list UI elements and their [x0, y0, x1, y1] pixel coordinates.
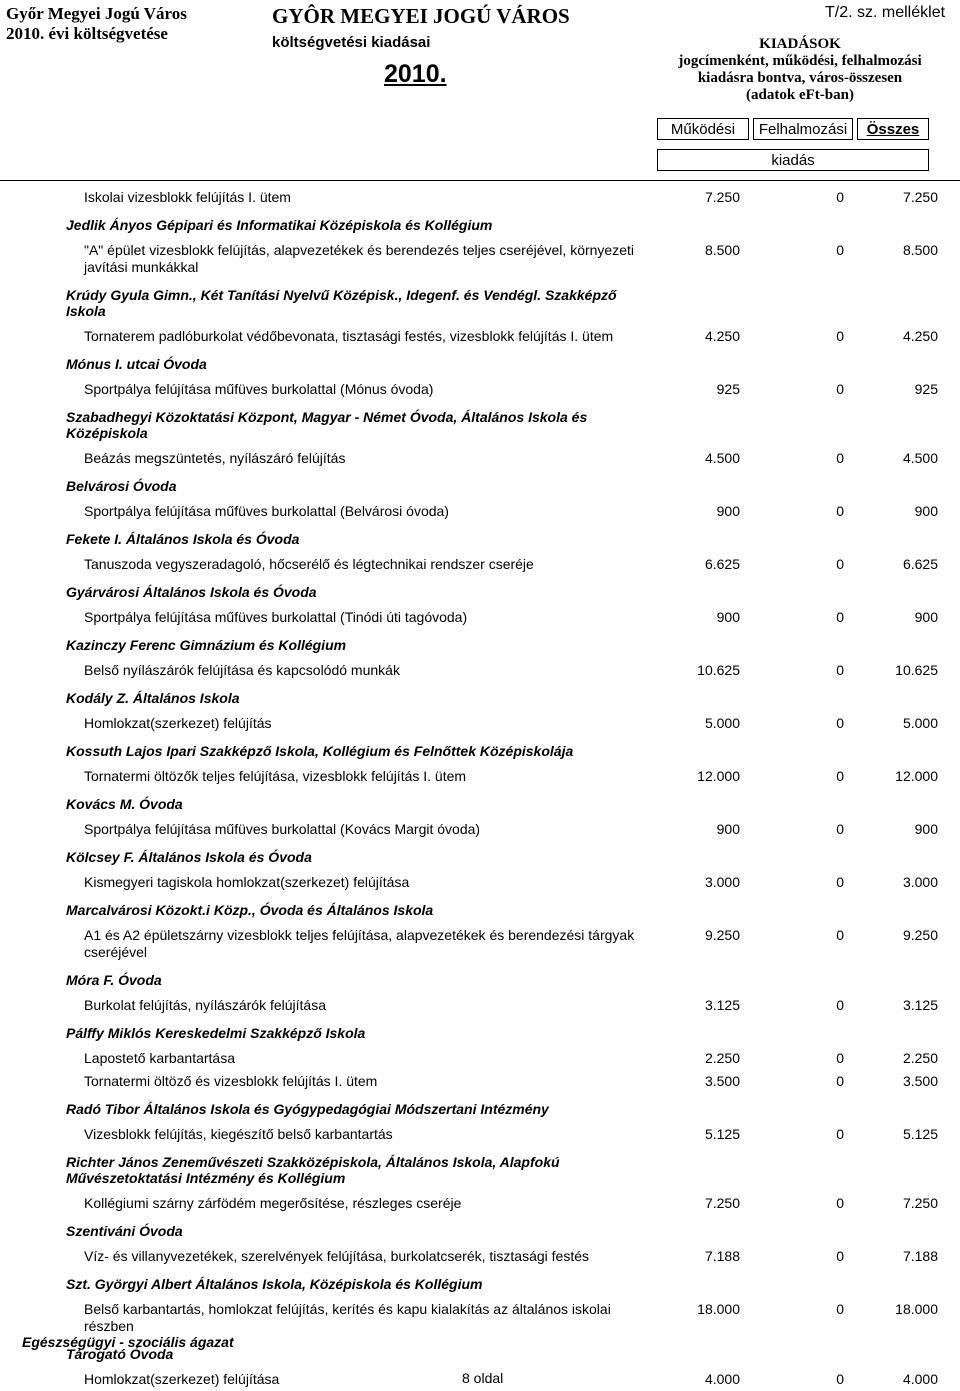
header-right — [660, 36, 940, 104]
capital-value: 0 — [836, 997, 844, 1013]
capital-value: 0 — [836, 381, 844, 397]
total-value: 900 — [914, 821, 938, 837]
expenses-title: KIADÁSOK — [759, 36, 841, 52]
document-title: GYÔR MEGYEI JOGÚ VÁROS — [272, 4, 570, 28]
row-description: Tanuszoda vegyszeradagoló, hőcserélő és légtechnikai rendszer cseréje — [84, 556, 534, 572]
capital-value: 0 — [836, 1248, 844, 1264]
institution-heading: Kodály Z. Általános Iskola — [66, 690, 240, 706]
capital-value: 0 — [836, 556, 844, 572]
header-middle — [272, 4, 572, 52]
capital-value: 0 — [836, 1050, 844, 1066]
total-value: 3.125 — [902, 997, 938, 1013]
capital-value: 0 — [836, 662, 844, 678]
operating-value: 7.250 — [704, 189, 740, 205]
total-value: 900 — [914, 609, 938, 625]
col-operating: Működési — [657, 118, 749, 140]
row-description: Iskolai vizesblokk felújítás I. ütem — [84, 189, 291, 205]
table-row — [0, 712, 960, 735]
capital-value: 0 — [836, 450, 844, 466]
row-description: Tornatermi öltöző és vizesblokk felújítás I. ütem — [84, 1073, 378, 1089]
table-row — [0, 871, 960, 894]
operating-value: 9.250 — [704, 927, 740, 943]
row-description: Sportpálya felújítása műfüves burkolattal (Kovács Margit óvoda) — [84, 821, 481, 837]
operating-value: 7.250 — [704, 1195, 740, 1211]
header-divider — [0, 180, 960, 181]
row-description: Kollégiumi szárny zárfödém megerősítése, részleges cseréje — [84, 1195, 462, 1211]
sector-heading: Egészségügyi - szociális ágazat — [22, 1334, 234, 1350]
table-row — [0, 1070, 960, 1093]
institution-heading: Belvárosi Óvoda — [66, 478, 177, 494]
document-subtitle: költségvetési kiadásai — [272, 34, 431, 51]
capital-value: 0 — [836, 768, 844, 784]
col-total: Összes — [857, 118, 929, 140]
total-value: 7.188 — [902, 1248, 938, 1264]
operating-value: 4.250 — [704, 328, 740, 344]
capital-value: 0 — [836, 1301, 844, 1317]
institution-heading: Gyárvárosi Általános Iskola és Óvoda — [66, 584, 317, 600]
institution-heading: Móra F. Óvoda — [66, 972, 162, 988]
institution-heading: Fekete I. Általános Iskola és Óvoda — [66, 531, 300, 547]
total-value: 3.000 — [902, 874, 938, 890]
table-row — [0, 1298, 960, 1338]
table-row — [0, 239, 960, 279]
capital-value: 0 — [836, 1073, 844, 1089]
operating-value: 4.000 — [704, 1371, 740, 1387]
operating-value: 900 — [716, 503, 740, 519]
row-description: Vizesblokk felújítás, kiegészítő belső karbantartás — [84, 1126, 393, 1142]
row-description: Tornatermi öltözők teljes felújítása, vizesblokk felújítás I. ütem — [84, 768, 467, 784]
total-value: 8.500 — [902, 242, 938, 258]
table-row — [0, 447, 960, 470]
institution-heading: Richter János Zeneművészeti Szakközépiskola, Általános Iskola, Alapfokú Művészetoktatási Intézmény és Kollégium — [66, 1154, 560, 1186]
table-row — [0, 325, 960, 348]
table-row — [0, 1123, 960, 1146]
institution-heading: Kazinczy Ferenc Gimnázium és Kollégium — [66, 637, 347, 653]
row-description: Homlokzat(szerkezet) felújítása — [84, 1371, 280, 1387]
operating-value: 6.625 — [704, 556, 740, 572]
institution-heading: Kölcsey F. Általános Iskola és Óvoda — [66, 849, 312, 865]
operating-value: 3.500 — [704, 1073, 740, 1089]
capital-value: 0 — [836, 1371, 844, 1387]
row-description: Belső karbantartás, homlokzat felújítás, kerítés és kapu kialakítás az általános iskolai részben — [84, 1301, 611, 1334]
total-value: 925 — [914, 381, 938, 397]
city-title: Győr Megyei Jogú Város — [6, 4, 187, 23]
total-value: 3.500 — [902, 1073, 938, 1089]
row-description: Homlokzat(szerkezet) felújítás — [84, 715, 272, 731]
institution-heading: Pálffy Miklós Kereskedelmi Szakképző Iskola — [66, 1025, 366, 1041]
total-value: 18.000 — [895, 1301, 938, 1317]
institution-heading: Szentiváni Óvoda — [66, 1223, 183, 1239]
row-description: Sportpálya felújítása műfüves burkolattal (Belvárosi óvoda) — [84, 503, 449, 519]
operating-value: 8.500 — [704, 242, 740, 258]
capital-value: 0 — [836, 1126, 844, 1142]
institution-heading: Krúdy Gyula Gimn., Két Tanítási Nyelvű Középisk., Idegenf. és Vendégl. Szakképző Iskola — [66, 287, 617, 319]
operating-value: 900 — [716, 609, 740, 625]
institution-heading: Tárogató Óvoda — [66, 1346, 174, 1362]
row-description: Beázás megszüntetés, nyílászáró felújítás — [84, 450, 346, 466]
total-value: 7.250 — [902, 189, 938, 205]
expenses-line2: jogcímenként, működési, felhalmozási — [678, 53, 922, 69]
table-row — [0, 1047, 960, 1070]
row-description: "A" épület vizesblokk felújítás, alapvezetékek és berendezés teljes cseréjével, környezeti javítási munkákkal — [84, 242, 635, 275]
row-description: Tornaterem padlóburkolat védőbevonata, tisztasági festés, vizesblokk felújítás I. ütem — [84, 328, 614, 344]
operating-value: 900 — [716, 821, 740, 837]
budget-title: 2010. évi költségvetése — [6, 24, 168, 43]
table-row — [0, 1192, 960, 1215]
total-value: 5.125 — [902, 1126, 938, 1142]
expense-table — [0, 186, 960, 1391]
institution-heading: Szabadhegyi Közoktatási Központ, Magyar - Német Óvoda, Általános Iskola és Középiskola — [66, 409, 588, 441]
total-value: 2.250 — [902, 1050, 938, 1066]
table-row — [0, 765, 960, 788]
capital-value: 0 — [836, 189, 844, 205]
row-description: A1 és A2 épületszárny vizesblokk teljes felújítása, alapvezetékek és berendezési tárgyak cseréjével — [84, 927, 635, 960]
operating-value: 10.625 — [697, 662, 740, 678]
capital-value: 0 — [836, 715, 844, 731]
table-row — [0, 378, 960, 401]
table-row — [0, 818, 960, 841]
institution-heading: Kossuth Lajos Ipari Szakképző Iskola, Kollégium és Felnőttek Középiskolája — [66, 743, 574, 759]
row-description: Lapostető karbantartása — [84, 1050, 235, 1066]
total-value: 900 — [914, 503, 938, 519]
operating-value: 3.125 — [704, 997, 740, 1013]
row-description: Belső nyílászárók felújítása és kapcsolódó munkák — [84, 662, 400, 678]
total-value: 12.000 — [895, 768, 938, 784]
total-value: 9.250 — [902, 927, 938, 943]
total-value: 10.625 — [895, 662, 938, 678]
row-description: Kismegyeri tagiskola homlokzat(szerkezet) felújítása — [84, 874, 410, 890]
table-row — [0, 1245, 960, 1268]
operating-value: 3.000 — [704, 874, 740, 890]
row-description: Víz- és villanyvezetékek, szerelvények felújítása, burkolatcserék, tisztasági festés — [84, 1248, 589, 1264]
operating-value: 925 — [716, 381, 740, 397]
expenses-line3: kiadásra bontva, város-összesen — [697, 70, 903, 86]
operating-value: 12.000 — [697, 768, 740, 784]
total-value: 4.500 — [902, 450, 938, 466]
total-value: 6.625 — [902, 556, 938, 572]
col-capital: Felhalmozási — [753, 118, 853, 140]
operating-value: 7.188 — [704, 1248, 740, 1264]
operating-value: 5.125 — [704, 1126, 740, 1142]
total-value: 7.250 — [902, 1195, 938, 1211]
col-kiadas: kiadás — [657, 149, 929, 171]
row-description: Sportpálya felújítása műfüves burkolattal (Tinódi úti tagóvoda) — [84, 609, 468, 625]
table-row — [0, 994, 960, 1017]
total-value: 4.000 — [902, 1371, 938, 1387]
units-note: (adatok eFt-ban) — [746, 87, 854, 103]
operating-value: 2.250 — [704, 1050, 740, 1066]
table-row — [0, 553, 960, 576]
capital-value: 0 — [836, 609, 844, 625]
capital-value: 0 — [836, 821, 844, 837]
table-row — [0, 659, 960, 682]
capital-value: 0 — [836, 242, 844, 258]
institution-heading: Radó Tibor Általános Iskola és Gyógypedagógiai Módszertani Intézmény — [66, 1101, 549, 1117]
institution-heading: Mónus I. utcai Óvoda — [66, 356, 207, 372]
institution-heading: Jedlik Ányos Gépipari és Informatikai Középiskola és Kollégium — [66, 217, 493, 233]
capital-value: 0 — [836, 503, 844, 519]
table-row — [0, 924, 960, 964]
operating-value: 4.500 — [704, 450, 740, 466]
capital-value: 0 — [836, 328, 844, 344]
operating-value: 18.000 — [697, 1301, 740, 1317]
capital-value: 0 — [836, 927, 844, 943]
institution-heading: Szt. Györgyi Albert Általános Iskola, Középiskola és Kollégium — [66, 1276, 483, 1292]
capital-value: 0 — [836, 1195, 844, 1211]
table-row — [0, 186, 960, 209]
row-description: Burkolat felújítás, nyílászárók felújítása — [84, 997, 327, 1013]
operating-value: 5.000 — [704, 715, 740, 731]
table-row — [0, 500, 960, 523]
capital-value: 0 — [836, 874, 844, 890]
institution-heading: Marcalvárosi Közokt.i Közp., Óvoda és Általános Iskola — [66, 902, 434, 918]
year: 2010. — [384, 60, 447, 88]
total-value: 4.250 — [902, 328, 938, 344]
header-left — [6, 4, 187, 44]
annex-reference: T/2. sz. melléklet — [825, 4, 946, 21]
page-number: 8 oldal — [462, 1370, 504, 1386]
row-description: Sportpálya felújítása műfüves burkolattal (Mónus óvoda) — [84, 381, 434, 397]
table-row — [0, 606, 960, 629]
institution-heading: Kovács M. Óvoda — [66, 796, 183, 812]
total-value: 5.000 — [902, 715, 938, 731]
